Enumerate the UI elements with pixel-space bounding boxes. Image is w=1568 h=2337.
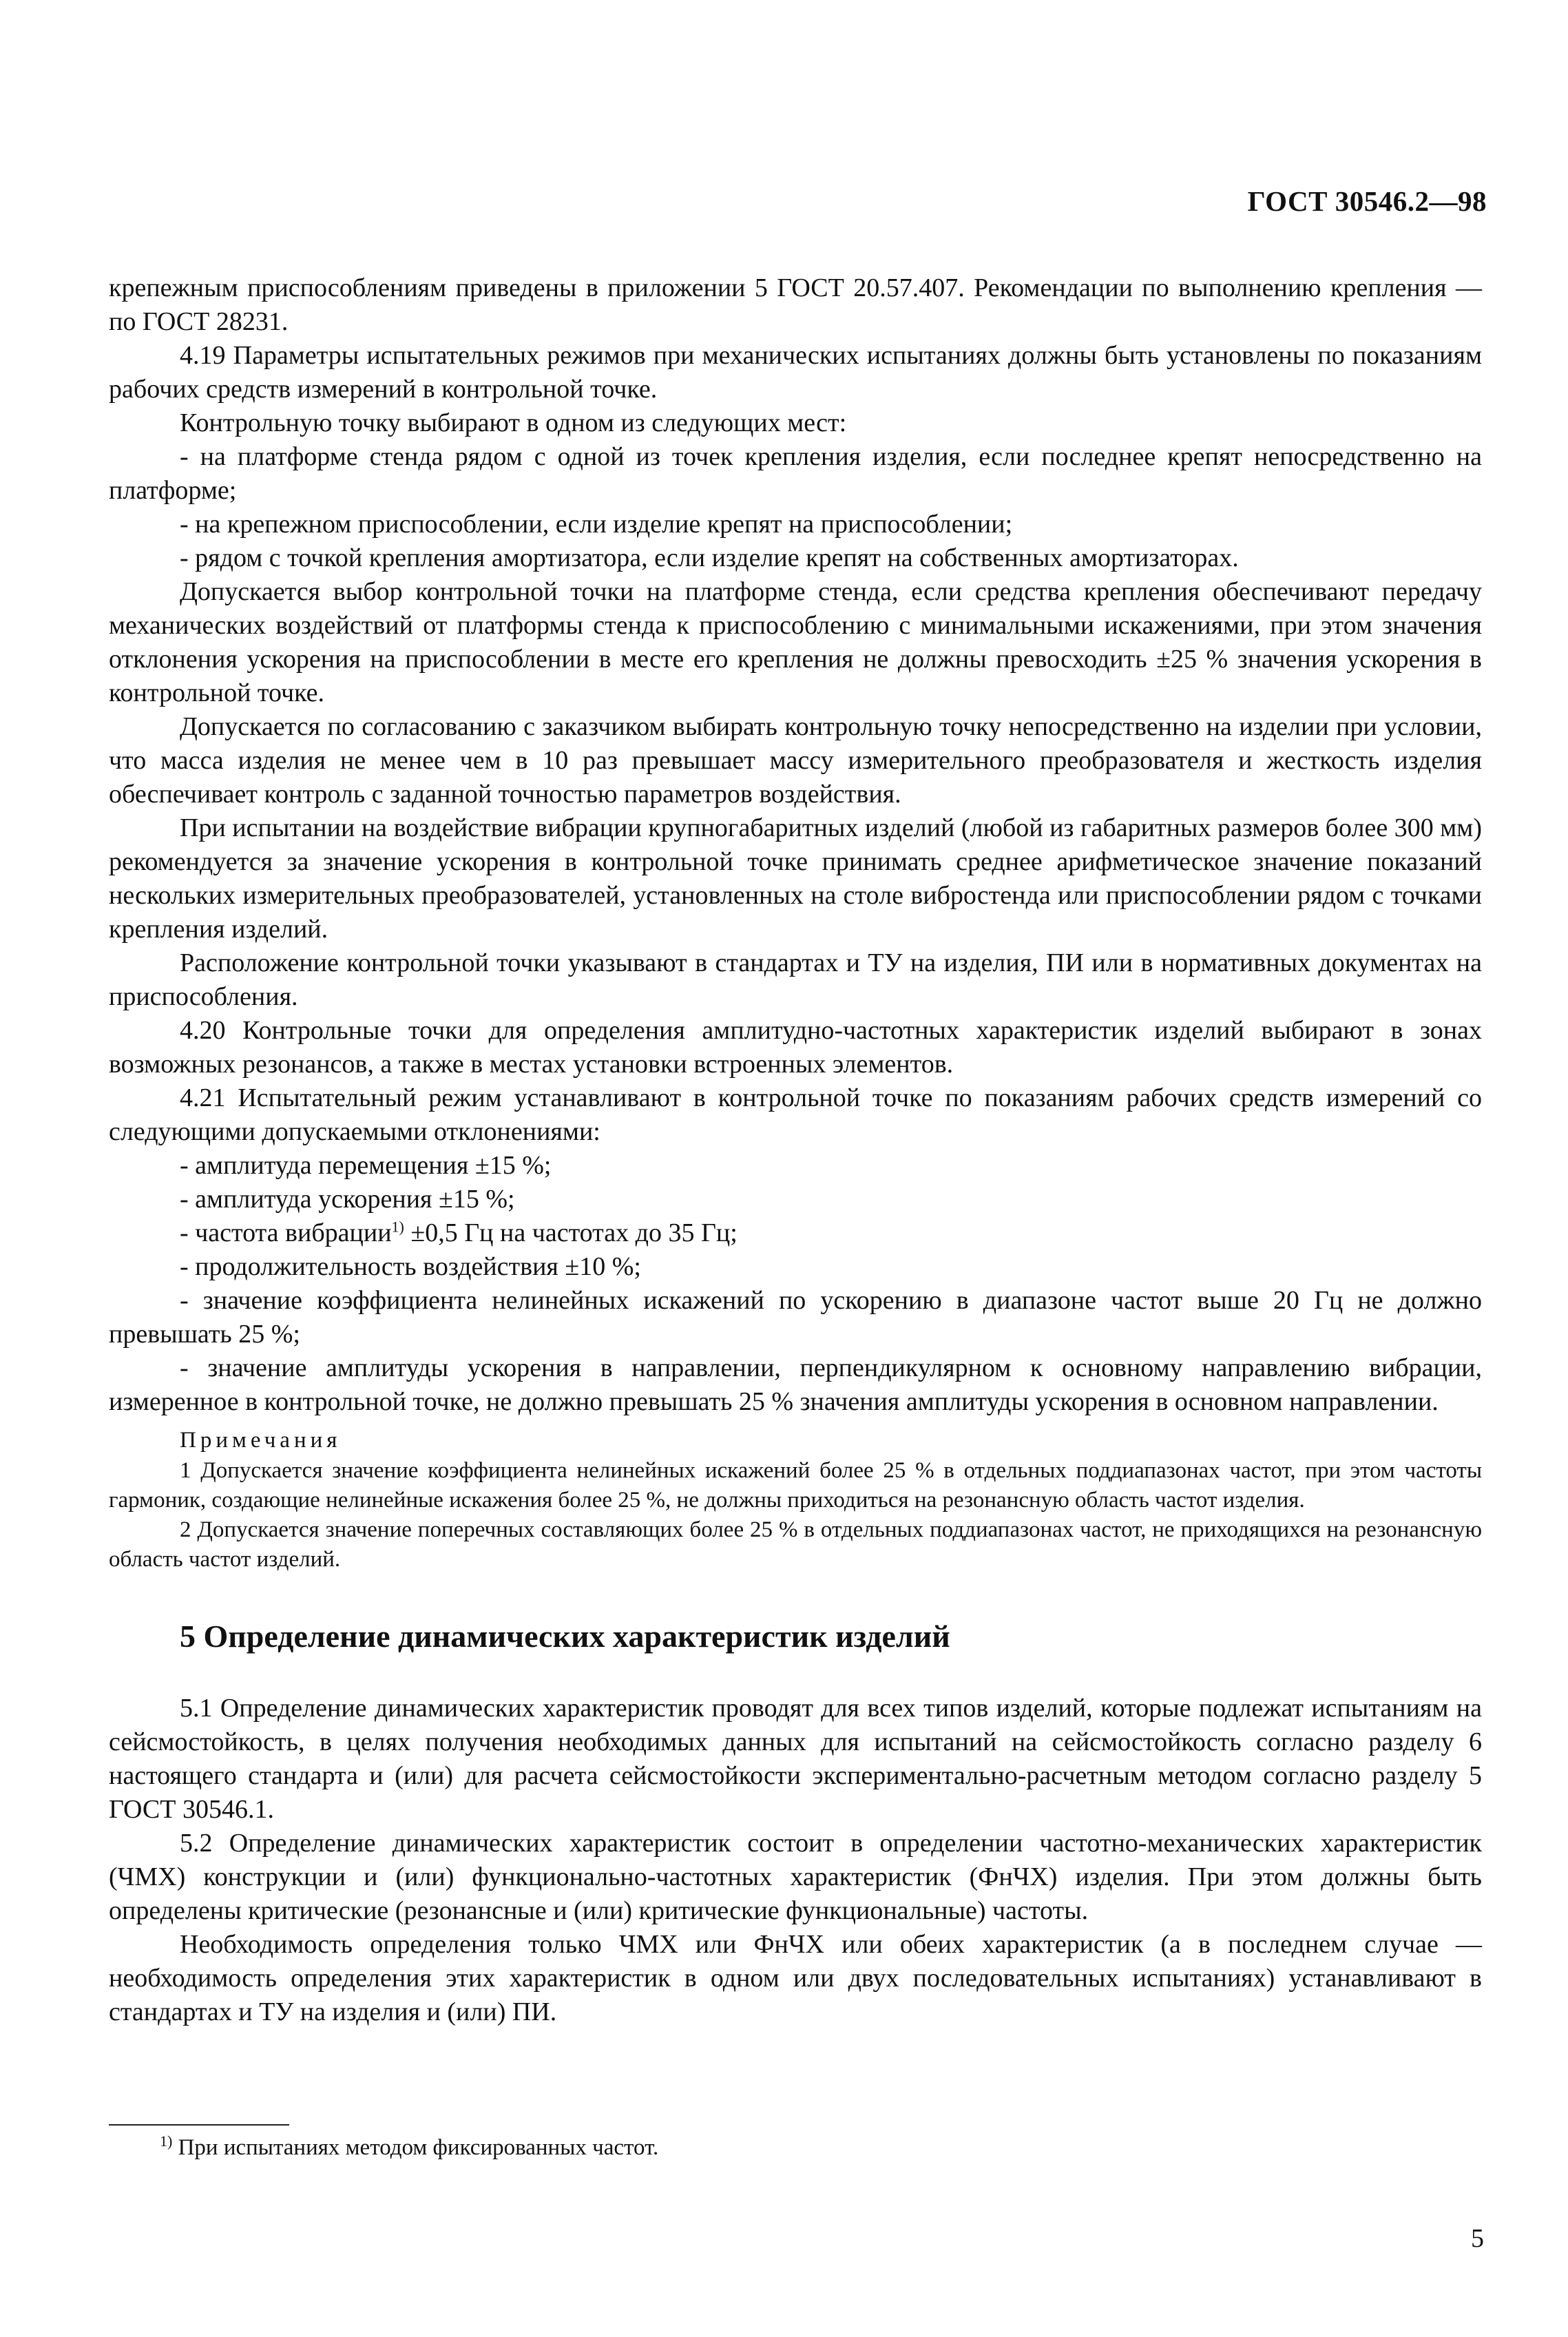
list-item: - на крепежном приспособлении, если изделие крепят на приспособлении; xyxy=(180,510,1013,539)
list-item: - на платформе стенда рядом с одной из точек крепления изделия, если последнее крепят непосредственно на платформе; xyxy=(109,442,1482,505)
standard-code-header: ГОСТ 30546.2—98 xyxy=(1247,185,1487,217)
clause-5-1: 5.1 Определение динамических характеристик проводят для всех типов изделий, которые подлежат испытаниям на сейсмостойкость, в целях получения необходимых данных для испытаний на сейсмостойкость согласно разделу 6 настоящего стандарта и (или) для расчета сейсмостойкости экспериментально-расчетным методом согласно разделу 5 ГОСТ 30546.1. xyxy=(109,1694,1482,1824)
list-item: - продолжительность воздействия ±10 %; xyxy=(180,1252,641,1281)
clause-4-21: 4.21 Испытательный режим устанавливают в контрольной точке по показаниям рабочих средств измерений со следующими допускаемыми отклонениями: xyxy=(109,1083,1482,1146)
paragraph: крепежным приспособлениям приведены в приложении 5 ГОСТ 20.57.407. Рекомендации по выполнению крепления — по ГОСТ 28231. xyxy=(109,273,1482,336)
list-item: - рядом с точкой крепления амортизатора, если изделие крепят на собственных амортизаторах. xyxy=(180,543,1239,572)
paragraph: При испытании на воздействие вибрации крупногабаритных изделий (любой из габаритных размеров более 300 мм) рекомендуется за значение ускорения в контрольной точке принимать среднее арифметическое значение показаний нескольких измерительных преобразователей, установленных на столе вибростенда или приспособлении рядом с точками крепления изделий. xyxy=(109,813,1482,944)
section-5-title: 5 Определение динамических характеристик изделий xyxy=(180,1619,950,1654)
list-item-text: ±0,5 Гц на частотах до 35 Гц; xyxy=(404,1218,738,1247)
paragraph: Контрольную точку выбирают в одном из следующих мест: xyxy=(180,408,847,437)
list-item-text: - частота вибрации xyxy=(180,1218,392,1247)
note-1: 1 Допускается значение коэффициента нелинейных искажений более 25 % в отдельных поддиапазонах частот, при этом частоты гармоник, создающие нелинейные искажения более 25 %, не должны приходиться на резонансную область частот изделия. xyxy=(109,1458,1482,1513)
list-item: - амплитуда ускорения ±15 %; xyxy=(180,1185,515,1214)
footnote-divider xyxy=(109,2124,289,2126)
paragraph: Необходимость определения только ЧМХ или ФнЧХ или обеих характеристик (а в последнем случае — необходимость определения этих характеристик в одном или двух последовательных испытаниях) устанавливают в стандартах и ТУ на изделия и (или) ПИ. xyxy=(109,1930,1482,2026)
paragraph: Расположение контрольной точки указывают в стандартах и ТУ на изделия, ПИ или в нормативных документах на приспособления. xyxy=(109,948,1482,1011)
list-item: - значение коэффициента нелинейных искажений по ускорению в диапазоне частот выше 20 Гц не должно превышать 25 %; xyxy=(109,1286,1482,1349)
clause-5-2: 5.2 Определение динамических характеристик состоит в определении частотно-механических характеристик (ЧМХ) конструкции и (или) функционально-частотных характеристик (ФнЧХ) изделия. При этом должны быть определены критические (резонансные и (или) критические функциональные) частоты. xyxy=(109,1829,1482,1925)
footnote xyxy=(160,2132,658,2163)
note-2: 2 Допускается значение поперечных составляющих более 25 % в отдельных поддиапазонах частот, не приходящихся на резонансную область частот изделий. xyxy=(109,1517,1482,1572)
notes-heading: Примечания xyxy=(180,1428,342,1453)
main-text xyxy=(109,271,1482,2029)
clause-4-20: 4.20 Контрольные точки для определения амплитудно-частотных характеристик изделий выбирают в зонах возможных резонансов, а также в местах установки встроенных элементов. xyxy=(109,1016,1482,1079)
footnote-marker: 1) xyxy=(160,2132,173,2150)
clause-4-19: 4.19 Параметры испытательных режимов при механических испытаниях должны быть установлены по показаниям рабочих средств измерений в контрольной точке. xyxy=(109,341,1482,404)
footnote-reference: 1) xyxy=(391,1218,404,1236)
paragraph: Допускается выбор контрольной точки на платформе стенда, если средства крепления обеспечивают передачу механических воздействий от платформы стенда к приспособлению с минимальными искажениями, при этом значения отклонения ускорения на приспособлении в месте его крепления не должны превосходить ±25 % значения ускорения в контрольной точке. xyxy=(109,577,1482,707)
paragraph: Допускается по согласованию с заказчиком выбирать контрольную точку непосредственно на изделии при условии, что масса изделия не менее чем в 10 раз превышает массу измерительного преобразователя и жесткость изделия обеспечивает контроль с заданной точностью параметров воздействия. xyxy=(109,712,1482,809)
footnote-text: При испытаниях методом фиксированных частот. xyxy=(172,2135,659,2160)
list-item: - амплитуда перемещения ±15 %; xyxy=(180,1151,552,1180)
page-number: 5 xyxy=(1471,2224,1484,2253)
list-item xyxy=(109,1216,1482,1250)
list-item: - значение амплитуды ускорения в направлении, перпендикулярном к основному направлению вибрации, измеренное в контрольной точке, не должно превышать 25 % значения амплитуды ускорения в основном направлении. xyxy=(109,1353,1482,1416)
